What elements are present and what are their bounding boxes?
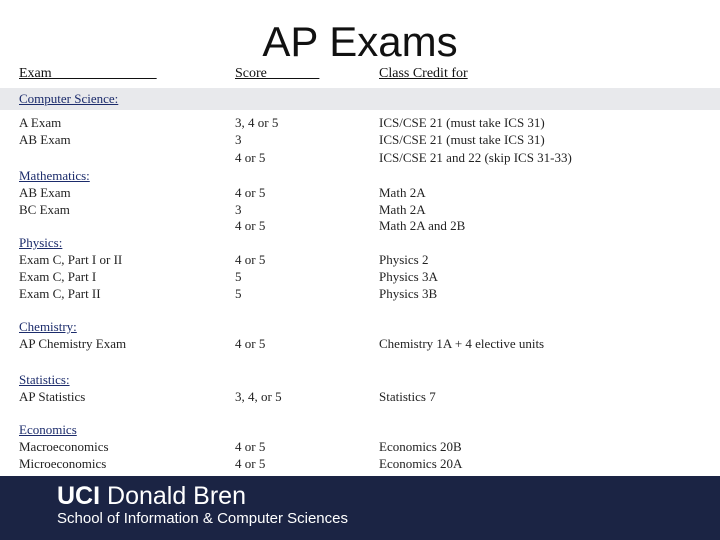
score-cell: 4 or 5 (235, 218, 266, 233)
section-label-economics: Economics (19, 422, 77, 437)
exam-cell: A Exam (19, 115, 62, 130)
page-title: AP Exams (262, 18, 458, 65)
school-name: School of Information & Computer Sciences (57, 510, 348, 527)
credit-cell: ICS/CSE 21 (must take ICS 31) (379, 115, 545, 130)
footer-bar (0, 476, 720, 540)
score-cell: 4 or 5 (235, 336, 266, 351)
score-cell: 4 or 5 (235, 252, 266, 267)
score-cell: 4 or 5 (235, 456, 266, 471)
score-cell: 3, 4 or 5 (235, 115, 279, 130)
logo-name-text: Donald Bren (107, 482, 246, 510)
section-label-physics: Physics: (19, 235, 63, 250)
score-cell: 3 (235, 202, 242, 217)
score-cell: 4 or 5 (235, 185, 266, 200)
score-cell: 5 (235, 286, 242, 301)
logo-uci-text: UCI (57, 482, 101, 510)
credit-cell: ICS/CSE 21 and 22 (skip ICS 31-33) (379, 150, 572, 165)
section-label-mathematics: Mathematics: (19, 168, 90, 183)
exam-cell: Macroeconomics (19, 439, 109, 454)
exam-cell: AP Chemistry Exam (19, 336, 127, 351)
column-header-credit: Class Credit for (379, 66, 468, 81)
section-label-chemistry: Chemistry: (19, 319, 77, 334)
credit-cell: ICS/CSE 21 (must take ICS 31) (379, 132, 545, 147)
exam-cell: Exam C, Part I (19, 269, 97, 284)
section-label-computer-science: Computer Science: (19, 91, 119, 106)
exam-cell: AP Statistics (19, 389, 86, 404)
credit-cell: Math 2A (379, 185, 426, 200)
credit-cell: Economics 20B (379, 439, 462, 454)
column-header-score: Score (235, 66, 320, 81)
credit-cell: Math 2A (379, 202, 426, 217)
score-cell: 4 or 5 (235, 439, 266, 454)
exam-cell: Microeconomics (19, 456, 107, 471)
score-cell: 3 (235, 132, 242, 147)
section-label-statistics: Statistics: (19, 372, 70, 387)
credit-cell: Chemistry 1A + 4 elective units (379, 336, 545, 351)
credit-cell: Economics 20A (379, 456, 463, 471)
exam-cell: BC Exam (19, 202, 70, 217)
credit-cell: Physics 2 (379, 252, 429, 267)
credit-cell: Statistics 7 (379, 389, 436, 404)
score-cell: 4 or 5 (235, 150, 266, 165)
exam-cell: Exam C, Part I or II (19, 252, 123, 267)
uci-logo (57, 482, 246, 510)
credit-cell: Physics 3B (379, 286, 438, 301)
credit-cell: Physics 3A (379, 269, 438, 284)
credit-cell: Math 2A and 2B (379, 218, 466, 233)
exam-cell: AB Exam (19, 132, 71, 147)
score-cell: 3, 4, or 5 (235, 389, 282, 404)
exam-cell: AB Exam (19, 185, 71, 200)
exam-cell: Exam C, Part II (19, 286, 101, 301)
score-cell: 5 (235, 269, 242, 284)
column-header-exam: Exam (19, 66, 157, 81)
